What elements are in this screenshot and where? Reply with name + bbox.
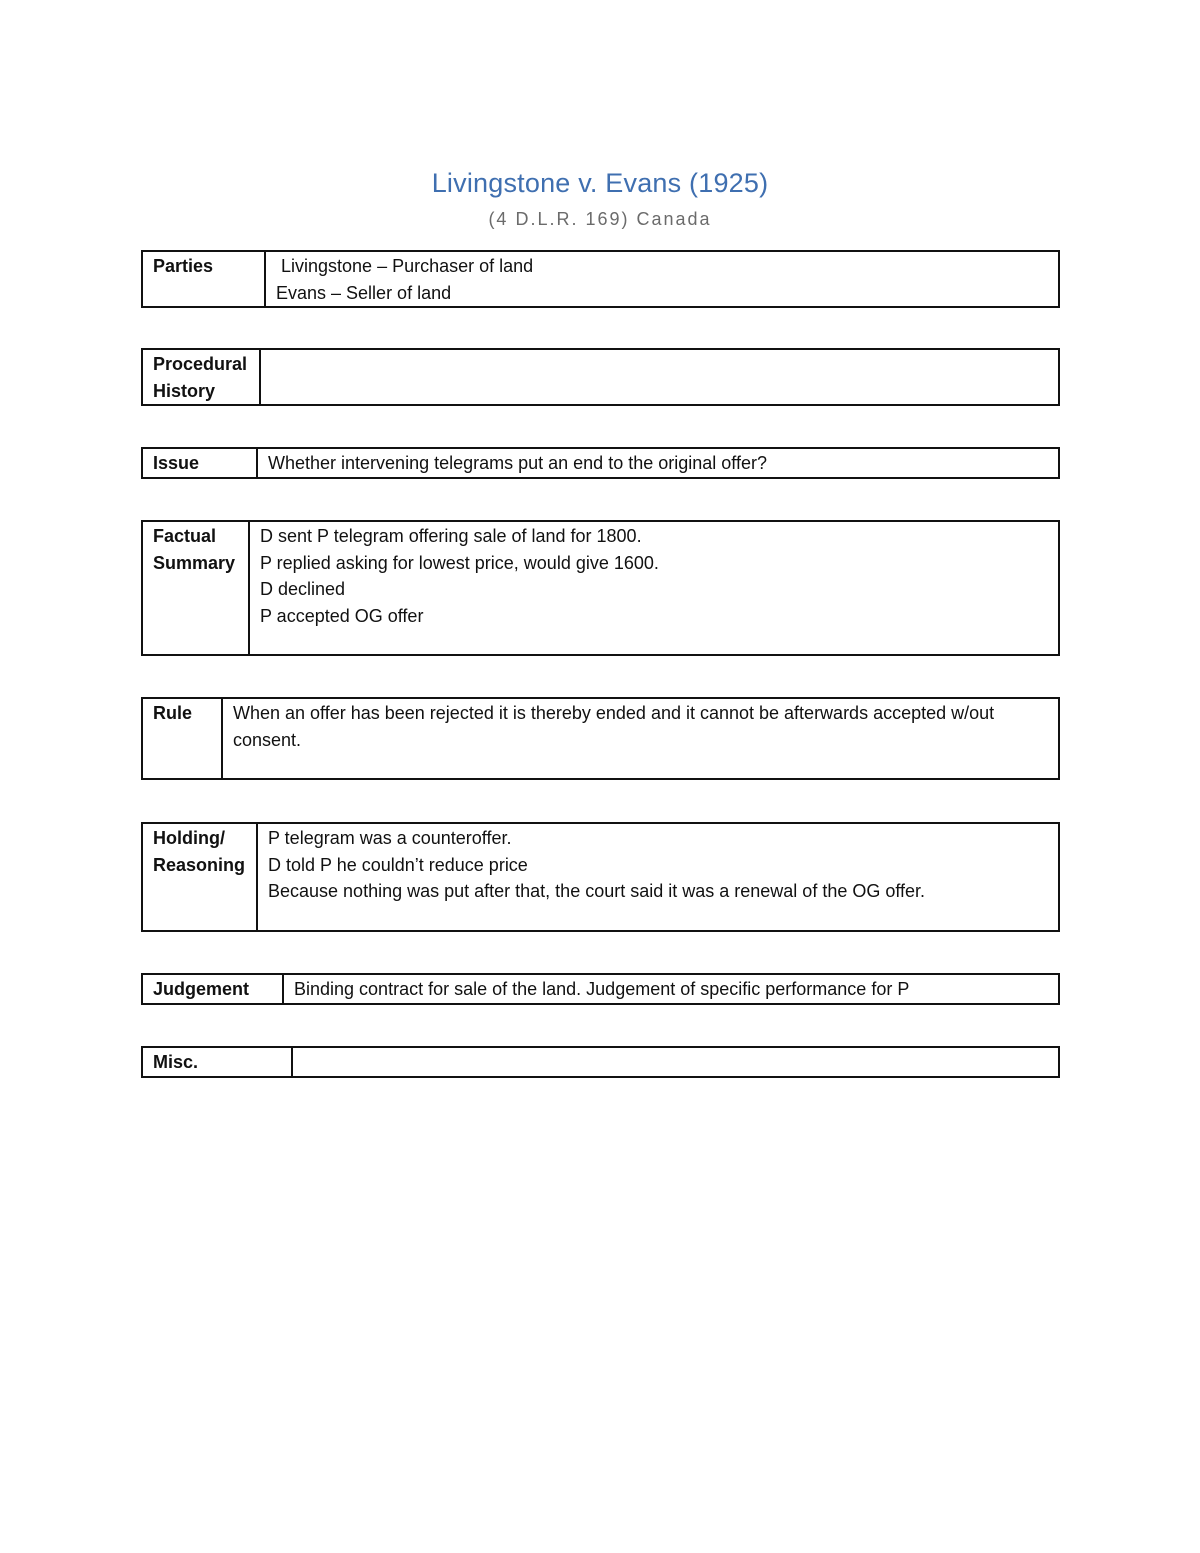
holding-line: D told P he couldn’t reduce price (268, 854, 528, 875)
issue-label: Issue (142, 448, 257, 478)
holding-reasoning-content (257, 823, 1059, 931)
factual-summary-label: Factual Summary (142, 521, 249, 655)
fact-line: P accepted OG offer (260, 605, 424, 626)
judgement-label: Judgement (142, 974, 283, 1004)
case-title: Livingstone v. Evans (1925) (431, 168, 769, 198)
holding-reasoning-label: Holding/ Reasoning (142, 823, 257, 931)
fact-line: P replied asking for lowest price, would give 1600. (260, 552, 659, 573)
factual-summary-table (141, 520, 1060, 656)
fact-line: D declined (260, 579, 346, 599)
parties-label: Parties (142, 251, 265, 307)
rule-label: Rule (142, 698, 222, 779)
parties-content (265, 251, 1059, 307)
rule-content: When an offer has been rejected it is thereby ended and it cannot be afterwards accepted w/out consent. (222, 698, 1059, 779)
parties-line: Livingstone – Purchaser of land (281, 256, 534, 276)
parties-line: Evans – Seller of land (276, 282, 452, 303)
procedural-history-content (260, 349, 1059, 405)
factual-summary-content (249, 521, 1059, 655)
issue-table (141, 447, 1060, 479)
procedural-history-table (141, 348, 1060, 406)
holding-line: P telegram was a counteroffer. (268, 828, 512, 848)
misc-table (141, 1046, 1060, 1078)
judgement-content: Binding contract for sale of the land. Judgement of specific performance for P (283, 974, 1059, 1004)
holding-line: Because nothing was put after that, the court said it was a renewal of the OG offer. (268, 881, 926, 901)
fact-line: D sent P telegram offering sale of land for 1800. (260, 526, 642, 546)
case-citation: (4 D.L.R. 169) Canada (488, 209, 712, 229)
parties-table (141, 250, 1060, 308)
rule-table (141, 697, 1060, 780)
procedural-history-label: Procedural History (142, 349, 260, 405)
holding-reasoning-table (141, 822, 1060, 932)
misc-content (292, 1047, 1059, 1077)
judgement-table (141, 973, 1060, 1005)
issue-content: Whether intervening telegrams put an end to the original offer? (257, 448, 1059, 478)
misc-label: Misc. (142, 1047, 292, 1077)
